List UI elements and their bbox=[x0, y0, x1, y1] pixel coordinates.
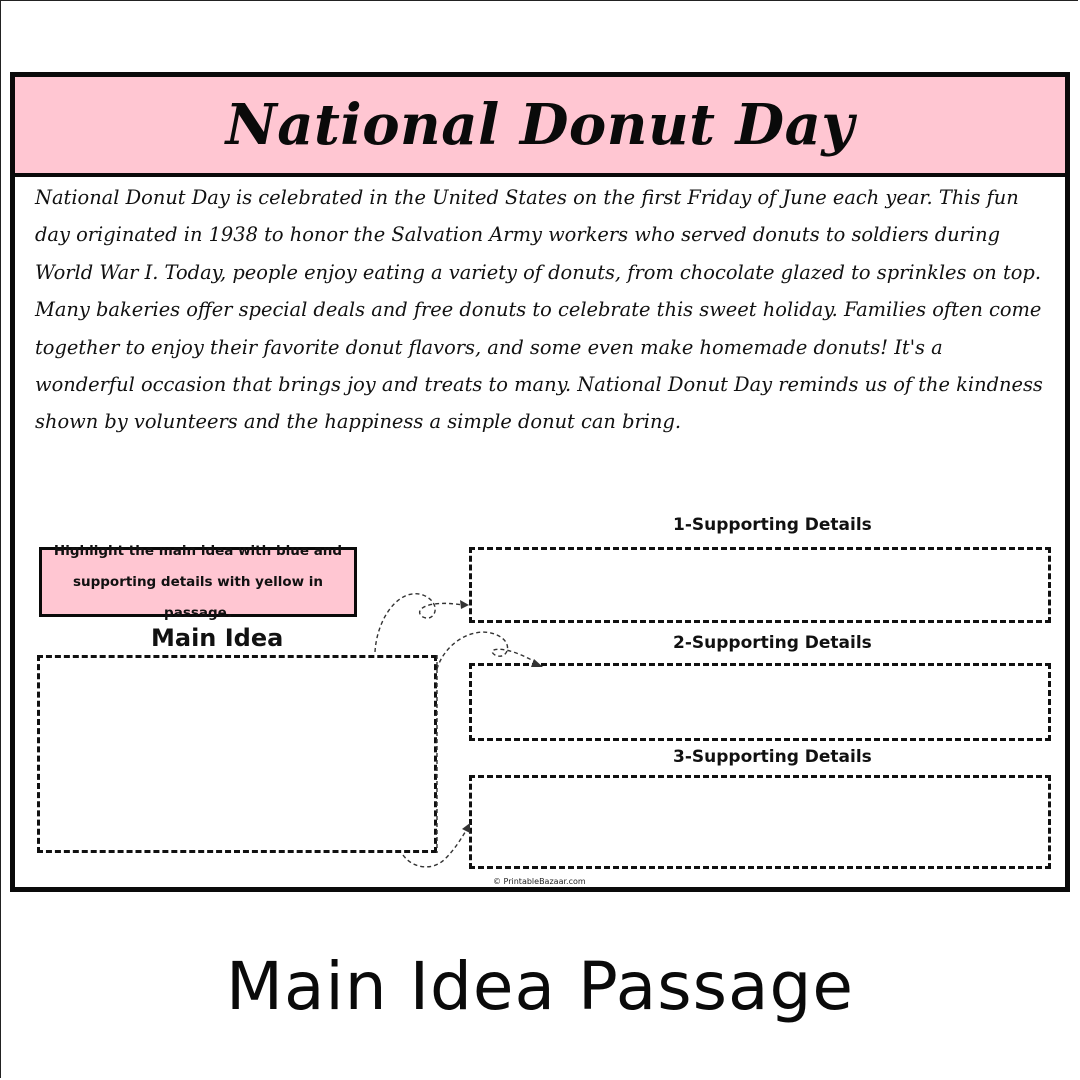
caption: Main Idea Passage bbox=[226, 948, 854, 1025]
arrowhead-3 bbox=[462, 823, 470, 833]
main-idea-label: Main Idea bbox=[151, 624, 284, 652]
detail-label-2: 2-Supporting Details bbox=[673, 633, 872, 653]
detail-label-3: 3-Supporting Details bbox=[673, 747, 872, 767]
worksheet-title: National Donut Day bbox=[225, 92, 855, 158]
connector-arrow-3 bbox=[403, 829, 467, 867]
worksheet bbox=[10, 72, 1070, 892]
arrowhead-2 bbox=[531, 659, 543, 667]
arrowhead-1 bbox=[460, 600, 469, 609]
connector-arrow-1 bbox=[375, 594, 463, 652]
connector-arrows bbox=[15, 77, 1065, 887]
credit-text: © PrintableBazaar.com bbox=[493, 877, 586, 886]
passage-text: National Donut Day is celebrated in the United States on the first Friday of June each year. This fun day originated in 1938 to honor the Salvation Army workers who served donuts to soldiers during World War I. Today, people enjoy eating a variety of donuts, from chocolate glazed to sprinkles on top. Many bakeries offer special deals and free donuts to celebrate this sweet holiday. Families often come together to enjoy their favorite donut flavors, and some even make homemade donuts! It's a wonderful occasion that brings joy and treats to many. National Donut Day reminds us of the kindness shown by volunteers and the happiness a simple donut can bring. bbox=[35, 186, 1043, 434]
detail-label-1: 1-Supporting Details bbox=[673, 515, 872, 535]
connector-arrow-2 bbox=[437, 632, 537, 669]
instruction-text: Highlight the main idea with blue and supporting details with yellow in passage. bbox=[53, 542, 343, 621]
